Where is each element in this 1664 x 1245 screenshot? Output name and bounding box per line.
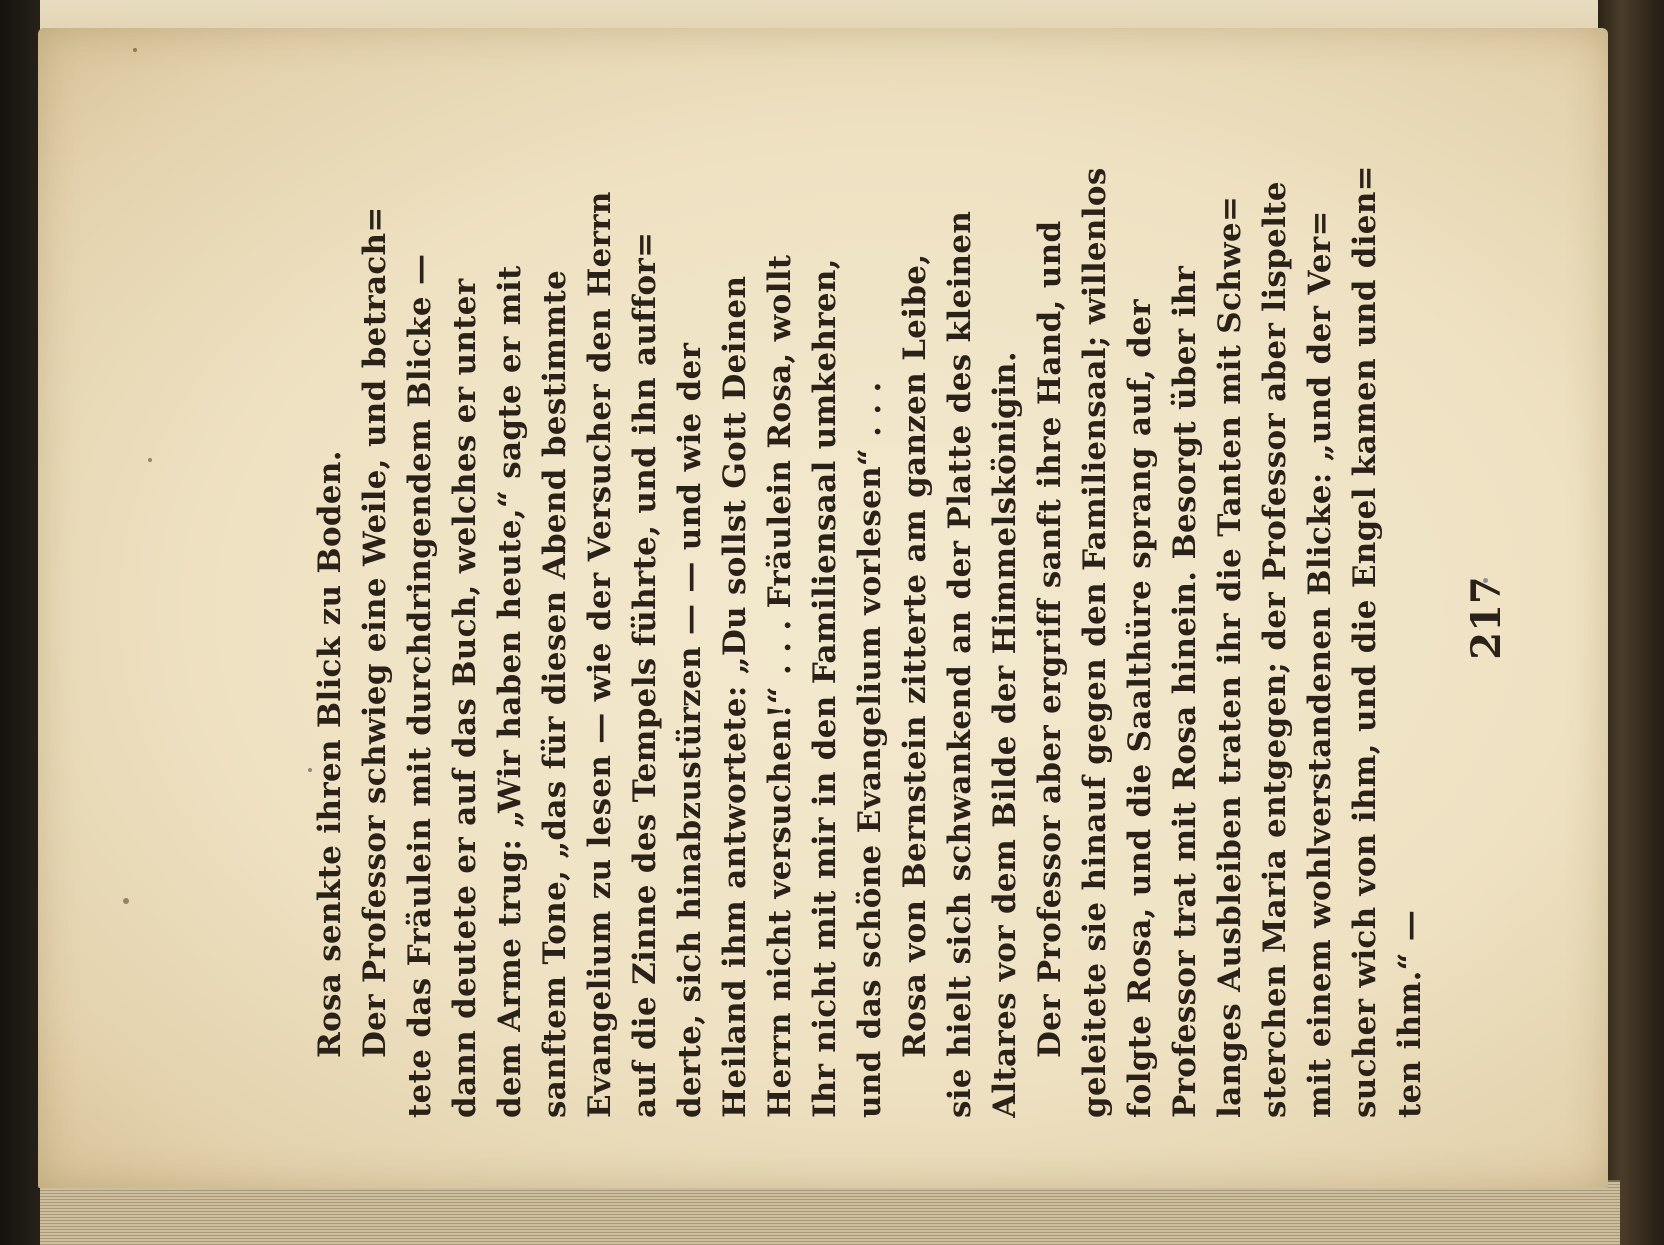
text-line: Altares vor dem Bilde der Himmelskönigin. <box>987 351 1023 1118</box>
text-line: Rosa von Bernstein zitterte am ganzen Leibe, <box>897 253 933 1058</box>
text-line: Professor trat mit Rosa hinein. Besorgt über ihr <box>1167 265 1203 1118</box>
book-page <box>38 28 1608 1188</box>
text-line: Rosa senkte ihren Blick zu Boden. <box>312 450 348 1058</box>
text-line: dann deutete er auf das Buch, welches er unter <box>447 278 483 1118</box>
speck <box>123 898 129 904</box>
text-line: geleitete sie hinauf gegen den Familiensaal; willenlos <box>1077 167 1113 1118</box>
text-line: auf die Zinne des Tempels führte, und ihn auffor= <box>627 231 663 1118</box>
text-line: mit einem wohlverstandenen Blicke: „und der Ver= <box>1302 210 1338 1118</box>
text-line: sie hielt sich schwankend an der Platte des kleinen <box>942 210 978 1118</box>
body-text <box>308 118 1433 1118</box>
speck <box>148 458 152 462</box>
text-line: Der Professor schwieg eine Weile, und betrach= <box>357 206 393 1058</box>
text-line: sanftem Tone, „das für diesen Abend bestimmte <box>537 269 573 1118</box>
text-line: derte, sich hinabzustürzen — — und wie der <box>672 342 708 1118</box>
text-line: sterchen Maria entgegen; der Professor aber lispelte <box>1257 181 1293 1118</box>
text-line: ten ihm.“ — <box>1392 909 1428 1118</box>
text-line: Herrn nicht versuchen!“ . . . Fräulein Rosa, wollt <box>762 254 798 1118</box>
text-line: Evangelium zu lesen — wie der Versucher den Herrn <box>582 191 618 1118</box>
text-line: tete das Fräulein mit durchdringendem Blicke — <box>402 253 438 1118</box>
text-line: langes Ausbleiben traten ihr die Tanten mit Schwe= <box>1212 195 1248 1118</box>
page-stack-edges <box>40 1180 1620 1245</box>
rotated-text-block <box>308 118 1513 1118</box>
speck <box>133 48 137 52</box>
text-line: Der Professor aber ergriff sanft ihre Hand, und <box>1032 220 1068 1058</box>
text-line: sucher wich von ihm, und die Engel kamen und dien= <box>1347 165 1383 1118</box>
text-line: Ihr nicht mit mir in den Familiensaal umkehren, <box>807 258 843 1118</box>
text-line: und das schöne Evangelium vorlesen“ . . . <box>852 381 888 1118</box>
text-line: dem Arme trug: „Wir haben heute,“ sagte er mit <box>492 265 528 1118</box>
text-line: folgte Rosa, und die Saalthüre sprang auf, der <box>1122 299 1158 1118</box>
page-number: 217 <box>1463 576 1510 660</box>
text-line: Heiland ihm antwortete: „Du sollst Gott Deinen <box>717 275 753 1118</box>
